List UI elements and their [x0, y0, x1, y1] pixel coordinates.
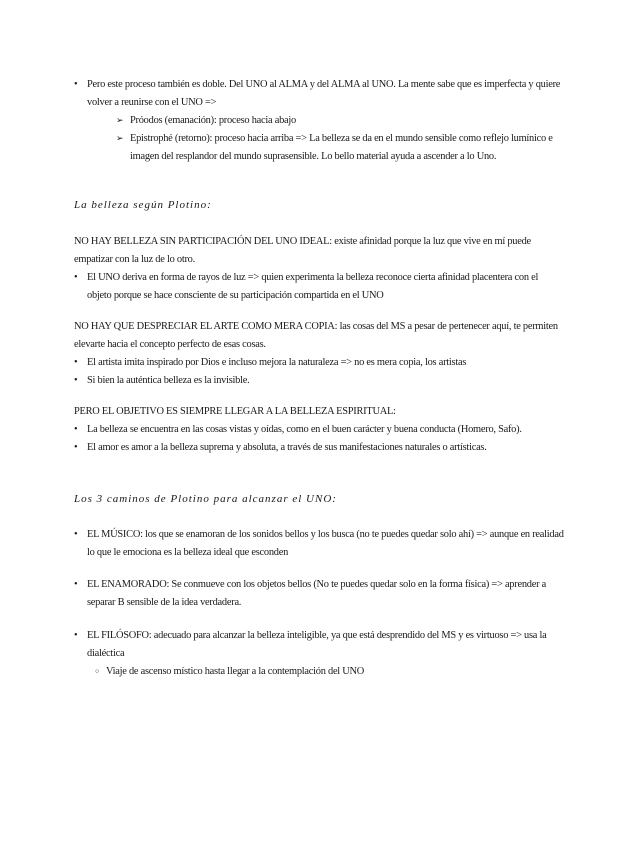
list-subitem: ◦ Viaje de ascenso místico hasta llegar a la contemplación del UNO: [74, 663, 564, 681]
paragraph-text: PERO EL OBJETIVO ES SIEMPRE LLEGAR A LA BELLEZA ESPIRITUAL:: [74, 406, 396, 417]
list-item: • Si bien la auténtica belleza es la invisible.: [74, 372, 564, 390]
section-doble-proceso: [74, 76, 564, 166]
list-item: • El UNO deriva en forma de rayos de luz => quien experimenta la belleza reconoce cierta afinidad placentera con el objeto porque se hace consciente de su participación compartida en el UNO: [74, 269, 564, 305]
paragraph-text: NO HAY BELLEZA SIN PARTICIPACIÓN DEL UNO IDEAL: existe afinidad porque la luz que vive en mí puede empatizar con la luz de lo otro.: [74, 236, 531, 265]
list-subitem: ➢ Próodos (emanación): proceso hacia abajo: [74, 112, 564, 130]
list-item: • La belleza se encuentra en las cosas vistas y oídas, como en el buen carácter y buena conducta (Homero, Safo).: [74, 421, 564, 439]
list-subitem: ➢ Epistrophé (retorno): proceso hacia arriba => La belleza se da en el mundo sensible como reflejo lumínico e imagen del resplandor del mundo suprasensible. Lo bello material ayuda a ascender a lo Uno.: [74, 130, 564, 166]
list-item-musico: [74, 526, 564, 562]
section-heading: La belleza según Plotino:: [74, 199, 212, 211]
paragraph-participacion: [74, 233, 564, 305]
list-item: • EL MÚSICO: los que se enamoran de los sonidos bellos y los busca (no te puedes quedar solo ahí) => aunque en realidad lo que le emociona es la belleza ideal que esconden: [74, 526, 564, 562]
list-item: • EL FILÓSOFO: adecuado para alcanzar la belleza inteligible, ya que está desprendido del MS y es virtuoso => usa la dialéctica: [74, 627, 564, 663]
section-heading: Los 3 caminos de Plotino para alcanzar el UNO:: [74, 493, 337, 505]
list-item-enamorado: [74, 576, 564, 612]
list-item: • El artista imita inspirado por Dios e incluso mejora la naturaleza => no es mera copia, los artistas: [74, 354, 564, 372]
list-item: • EL ENAMORADO: Se conmueve con los objetos bellos (No te puedes quedar solo en la forma física) => aprender a separar B sensible de la idea verdadera.: [74, 576, 564, 612]
paragraph-text: NO HAY QUE DESPRECIAR EL ARTE COMO MERA COPIA: las cosas del MS a pesar de pertenecer aquí, te permiten elevarte hacia el concepto perfecto de esas cosas.: [74, 321, 558, 350]
paragraph-objetivo: [74, 403, 564, 457]
list-item: • El amor es amor a la belleza suprema y absoluta, a través de sus manifestaciones naturales o artísticas.: [74, 439, 564, 457]
paragraph-arte: [74, 318, 564, 390]
list-item: • Pero este proceso también es doble. Del UNO al ALMA y del ALMA al UNO. La mente sabe que es imperfecta y quiere volver a reunirse con el UNO =>: [74, 76, 564, 112]
list-item-filosofo: [74, 627, 564, 681]
